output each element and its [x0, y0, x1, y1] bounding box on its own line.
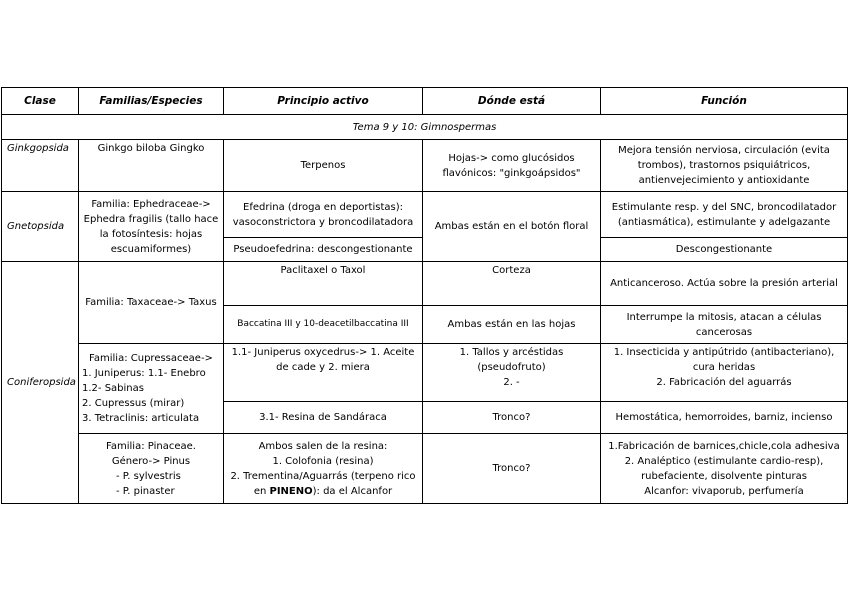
pineno-bold: PINENO [269, 485, 313, 497]
principio-resina-line: 1. Colofonia (resina) [272, 455, 374, 467]
donde-corteza: Corteza [423, 262, 601, 306]
especie-ginkgo: Ginkgo biloba Gingko [79, 140, 224, 192]
principio-terpenos: Terpenos [224, 140, 423, 192]
donde-gneto: Ambas están en el botón floral [423, 192, 601, 262]
title-row [2, 115, 848, 140]
principio-juniperus: 1.1- Juniperus oxycedrus-> 1. Aceite de cade y 2. miera [224, 344, 423, 402]
pinaceae-line: Familia: Pinaceae. [106, 440, 196, 452]
funcion-pinus-line: 1.Fabricación de barnices,chicle,cola adhesiva [608, 440, 840, 452]
table-row [2, 140, 848, 192]
header-familias: Familias/Especies [79, 88, 224, 115]
header-funcion: Función [601, 88, 848, 115]
funcion-pinus-line: Alcanfor: vivaporub, perfumería [644, 485, 804, 497]
donde-hojas: Ambas están en las hojas [423, 306, 601, 344]
table-row [2, 344, 848, 402]
funcion-pinus [601, 434, 848, 504]
cupressaceae-line: 2. Cupressus (mirar) [82, 398, 185, 409]
familia-ephedraceae: Familia: Ephedraceae-> Ephedra fragilis (tallo hace la fotosíntesis: hojas escuamiformes) [79, 192, 224, 262]
gymnosperms-table [1, 87, 848, 504]
table-title: Tema 9 y 10: Gimnospermas [2, 115, 848, 140]
cupressaceae-line: 1.2- Sabinas [82, 383, 144, 394]
principio-resina-line: Ambos salen de la resina: [258, 440, 388, 452]
donde-tallos-line: 1. Tallos y arcéstidas (pseudofruto) [459, 347, 564, 373]
funcion-juniperus-line: 1. Insecticida y antipútrido (antibacteriano), cura heridas [613, 347, 835, 373]
table-row [2, 192, 848, 238]
donde-tallos [423, 344, 601, 402]
clase-coniferopsida: Coniferopsida [2, 262, 79, 504]
funcion-juniperus [601, 344, 848, 402]
funcion-juniperus-line: 2. Fabricación del aguarrás [656, 377, 792, 388]
header-row [2, 88, 848, 115]
funcion-baccatina: Interrumpe la mitosis, atacan a células cancerosas [601, 306, 848, 344]
donde-tallos-line: 2. - [503, 377, 520, 388]
pinaceae-line: Género-> Pinus [111, 455, 191, 467]
cupressaceae-line: 3. Tetraclinis: articulata [82, 413, 200, 424]
funcion-taxol: Anticanceroso. Actúa sobre la presión arterial [601, 262, 848, 306]
funcion-efedrina: Estimulante resp. y del SNC, broncodilatador (antiasmática), estimulante y adelgazante [601, 192, 848, 238]
pinaceae-line: - P. pinaster [116, 485, 175, 497]
funcion-ginkgo: Mejora tensión nerviosa, circulación (evita trombos), trastornos psiquiátricos, antienvejecimiento y antioxidante [601, 140, 848, 192]
cupressaceae-line: 1. Juniperus: 1.1- Enebro [82, 368, 206, 379]
principio-resina-line [227, 469, 419, 499]
principio-efedrina: Efedrina (droga en deportistas): vasoconstrictora y broncodilatadora [224, 192, 423, 238]
funcion-pseudoefedrina: Descongestionante [601, 238, 848, 262]
header-principio: Principio activo [224, 88, 423, 115]
header-donde: Dónde está [423, 88, 601, 115]
header-clase: Clase [2, 88, 79, 115]
principio-alcanfor: ): da el Alcanfor [312, 485, 393, 497]
familia-taxaceae: Familia: Taxaceae-> Taxus [79, 262, 224, 344]
clase-gnetopsida: Gnetopsida [2, 192, 79, 262]
table-row [2, 262, 848, 306]
principio-pseudoefedrina: Pseudoefedrina: descongestionante [224, 238, 423, 262]
donde-tronco: Tronco? [423, 402, 601, 434]
familia-cupressaceae [79, 344, 224, 434]
familia-pinaceae [79, 434, 224, 504]
donde-ginkgo: Hojas-> como glucósidos flavónicos: "ginkgoápsidos" [423, 140, 601, 192]
donde-tronco-pinus: Tronco? [423, 434, 601, 504]
principio-baccatina: Baccatina III y 10-deacetilbaccatina III [224, 306, 423, 344]
principio-taxol: Paclitaxel o Taxol [224, 262, 423, 306]
principio-trementina: 2. Trementina/Aguarrás (terpeno rico en [230, 470, 416, 497]
funcion-sandaraca: Hemostática, hemorroides, barniz, incienso [601, 402, 848, 434]
pinaceae-line: - P. sylvestris [116, 470, 181, 482]
principio-resina [224, 434, 423, 504]
funcion-pinus-line: 2. Analéptico (estimulante cardio-resp), rubefaciente, disolvente pinturas [624, 455, 824, 482]
table-row [2, 434, 848, 504]
cupressaceae-line: Familia: Cupressaceae-> [89, 353, 213, 364]
principio-sandaraca: 3.1- Resina de Sandáraca [224, 402, 423, 434]
clase-ginkgopsida: Ginkgopsida [2, 140, 79, 192]
